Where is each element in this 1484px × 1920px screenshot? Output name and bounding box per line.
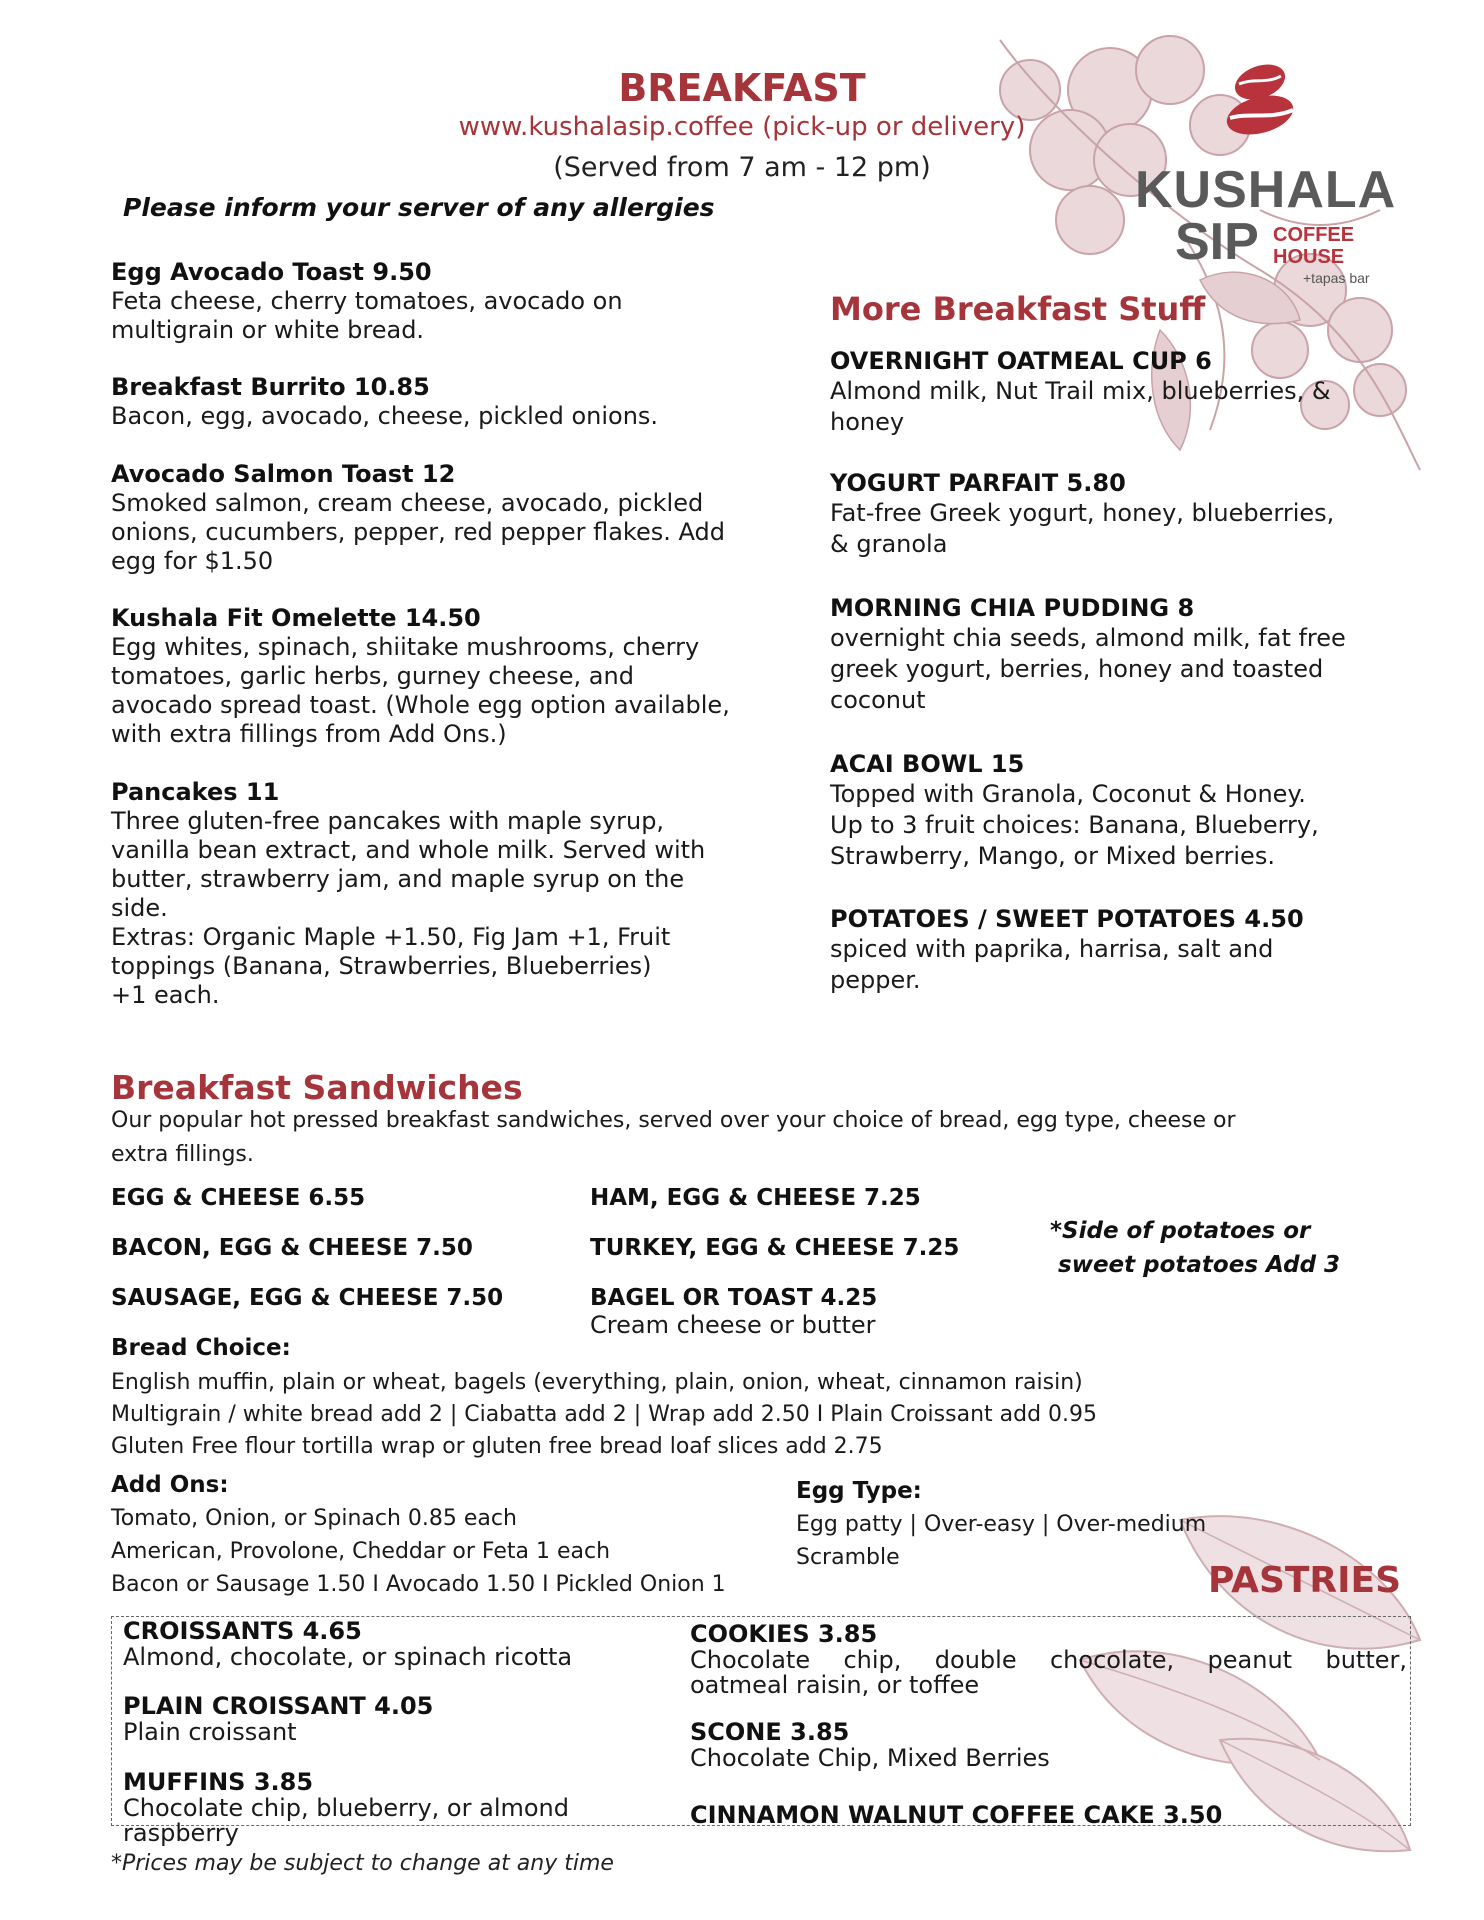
menu-item: [111, 372, 658, 431]
allergy-note: Please inform your server of any allergies: [123, 193, 715, 222]
item-title: Avocado Salmon Toast 12: [111, 460, 456, 488]
item-desc: side.: [111, 894, 168, 922]
coffee-bean-logo-icon: [1215, 60, 1305, 155]
item-desc: avocado spread toast. (Whole egg option available,: [111, 691, 730, 719]
menu-item: [111, 777, 705, 1010]
item-title: YOGURT PARFAIT 5.80: [830, 469, 1126, 497]
addons-line: American, Provolone, Cheddar or Feta 1 each: [111, 1539, 611, 1564]
pastry-desc: Chocolate Chip, Mixed Berries: [690, 1744, 1050, 1772]
item-title: Breakfast Burrito 10.85: [111, 373, 430, 401]
pastry-desc: oatmeal raisin, or toffee: [690, 1671, 980, 1699]
page-title: BREAKFAST: [618, 66, 866, 110]
item-desc: Fat-free Greek yogurt, honey, blueberries,: [830, 499, 1335, 527]
bread-line: English muffin, plain or wheat, bagels (everything, plain, onion, wheat, cinnamon raisin): [111, 1370, 1083, 1395]
item-desc: & granola: [830, 530, 948, 558]
item-title: Kushala Fit Omelette 14.50: [111, 604, 481, 632]
side-note: sweet potatoes Add 3: [1058, 1252, 1341, 1278]
item-desc: Almond milk, Nut Trail mix, blueberries, &: [830, 377, 1331, 405]
more-breakfast-heading: More Breakfast Stuff: [830, 290, 1206, 328]
item-desc: Up to 3 fruit choices: Banana, Blueberry,: [830, 811, 1319, 839]
logo: [1135, 60, 1395, 290]
item-desc: egg for $1.50: [111, 547, 274, 575]
item-title: ACAI BOWL 15: [830, 750, 1025, 778]
item-desc: vanilla bean extract, and whole milk. Served with: [111, 836, 706, 864]
item-desc: toppings (Banana, Strawberries, Blueberries): [111, 952, 652, 980]
pastries-heading: PASTRIES: [1208, 1560, 1402, 1601]
egg-type-heading: Egg Type:: [796, 1478, 922, 1504]
addons-line: Tomato, Onion, or Spinach 0.85 each: [111, 1506, 517, 1531]
item-desc: Bacon, egg, avocado, cheese, pickled onions.: [111, 402, 659, 430]
egg-type-line: Scramble: [796, 1545, 900, 1570]
item-desc: Strawberry, Mango, or Mixed berries.: [830, 842, 1275, 870]
pastry-item: [690, 1718, 1410, 1771]
pastry-item: [123, 1617, 663, 1670]
item-title: Pancakes 11: [111, 778, 280, 806]
item-desc: Topped with Granola, Coconut & Honey.: [830, 780, 1306, 808]
item-desc: overnight chia seeds, almond milk, fat free: [830, 624, 1346, 652]
pastry-desc: raspberry: [123, 1819, 239, 1847]
pastry-item: [690, 1801, 1410, 1829]
pastry-desc: Almond, chocolate, or spinach ricotta: [123, 1643, 573, 1671]
pastry-item: [123, 1692, 663, 1745]
bread-heading: Bread Choice:: [111, 1335, 291, 1361]
pastry-title: SCONE 3.85: [690, 1718, 850, 1746]
menu-item: [830, 749, 1319, 872]
item-desc: with extra fillings from Add Ons.): [111, 720, 507, 748]
item-title: OVERNIGHT OATMEAL CUP 6: [830, 347, 1212, 375]
menu-item: [111, 603, 730, 749]
item-desc: pepper.: [830, 966, 921, 994]
menu-item: [830, 346, 1331, 438]
addons-heading: Add Ons:: [111, 1472, 229, 1498]
sandwiches-intro: extra fillings.: [111, 1142, 254, 1167]
pastry-title: PLAIN CROISSANT 4.05: [123, 1692, 434, 1720]
pastry-item: [123, 1768, 663, 1846]
addons-line: Bacon or Sausage 1.50 I Avocado 1.50 I Pickled Onion 1: [111, 1572, 726, 1597]
item-desc: +1 each.: [111, 981, 220, 1009]
item-desc: onions, cucumbers, pepper, red pepper flakes. Add: [111, 518, 725, 546]
bread-line: Multigrain / white bread add 2 | Ciabatta add 2 | Wrap add 2.50 I Plain Croissant add 0.95: [111, 1402, 1098, 1427]
pastry-item: [690, 1620, 1410, 1698]
item-desc: tomatoes, garlic herbs, gurney cheese, and: [111, 662, 634, 690]
item-desc: Extras: Organic Maple +1.50, Fig Jam +1, Fruit: [111, 923, 671, 951]
pastry-desc: Plain croissant: [123, 1718, 297, 1746]
pastry-title: CROISSANTS 4.65: [123, 1617, 362, 1645]
logo-name-kushala: KUSHALA: [1135, 161, 1397, 219]
bread-line: Gluten Free flour tortilla wrap or gluten free bread loaf slices add 2.75: [111, 1434, 883, 1459]
item-desc: greek yogurt, berries, honey and toasted: [830, 655, 1324, 683]
logo-house: HOUSE: [1273, 246, 1345, 268]
item-title: POTATOES / SWEET POTATOES 4.50: [830, 905, 1304, 933]
sandwich-item: BAGEL OR TOAST 4.25: [590, 1285, 878, 1311]
pastry-title: MUFFINS 3.85: [123, 1768, 314, 1796]
pastry-desc: Chocolate chip, double chocolate, peanut butter,: [690, 1646, 1407, 1674]
item-desc: spiced with paprika, harrisa, salt and: [830, 935, 1274, 963]
logo-name-sip: SIP: [1175, 213, 1259, 271]
menu-item: [830, 593, 1346, 716]
service-hours: (Served from 7 am - 12 pm): [553, 152, 931, 183]
side-note: *Side of potatoes or: [1050, 1218, 1311, 1244]
pastry-title: COOKIES 3.85: [690, 1620, 878, 1648]
item-title: MORNING CHIA PUDDING 8: [830, 594, 1195, 622]
item-desc: Egg whites, spinach, shiitake mushrooms, cherry: [111, 633, 700, 661]
menu-item: [111, 459, 725, 576]
pastry-title: CINNAMON WALNUT COFFEE CAKE 3.50: [690, 1801, 1223, 1829]
item-desc: Three gluten-free pancakes with maple syrup,: [111, 807, 665, 835]
logo-coffee: COFFEE: [1273, 224, 1355, 246]
bagel-desc: Cream cheese or butter: [590, 1311, 876, 1339]
item-desc: multigrain or white bread.: [111, 316, 425, 344]
item-desc: Feta cheese, cherry tomatoes, avocado on: [111, 287, 623, 315]
menu-item: [111, 257, 623, 345]
pastry-desc: Chocolate chip, blueberry, or almond: [123, 1794, 569, 1822]
price-disclaimer: *Prices may be subject to change at any time: [111, 1851, 614, 1876]
sandwiches-heading: Breakfast Sandwiches: [111, 1068, 523, 1107]
egg-type-line: Egg patty | Over-easy | Over-medium: [796, 1512, 1207, 1537]
item-title: Egg Avocado Toast 9.50: [111, 258, 432, 286]
sandwich-item: SAUSAGE, EGG & CHEESE 7.50: [111, 1285, 504, 1311]
item-desc: coconut: [830, 686, 926, 714]
sandwich-item: TURKEY, EGG & CHEESE 7.25: [590, 1235, 960, 1261]
sandwiches-intro: Our popular hot pressed breakfast sandwiches, served over your choice of bread, egg type, cheese or: [111, 1108, 1236, 1133]
menu-item: [830, 904, 1304, 996]
sandwich-item: HAM, EGG & CHEESE 7.25: [590, 1185, 921, 1211]
item-desc: butter, strawberry jam, and maple syrup on the: [111, 865, 685, 893]
logo-tapas: +tapas bar: [1303, 270, 1370, 286]
website-link[interactable]: www.kushalasip.coffee (pick-up or delivery): [458, 112, 1026, 142]
sandwich-item: BACON, EGG & CHEESE 7.50: [111, 1235, 473, 1261]
menu-item: [830, 468, 1334, 560]
item-desc: honey: [830, 408, 905, 436]
sandwich-item: EGG & CHEESE 6.55: [111, 1185, 366, 1211]
item-desc: Smoked salmon, cream cheese, avocado, pickled: [111, 489, 704, 517]
